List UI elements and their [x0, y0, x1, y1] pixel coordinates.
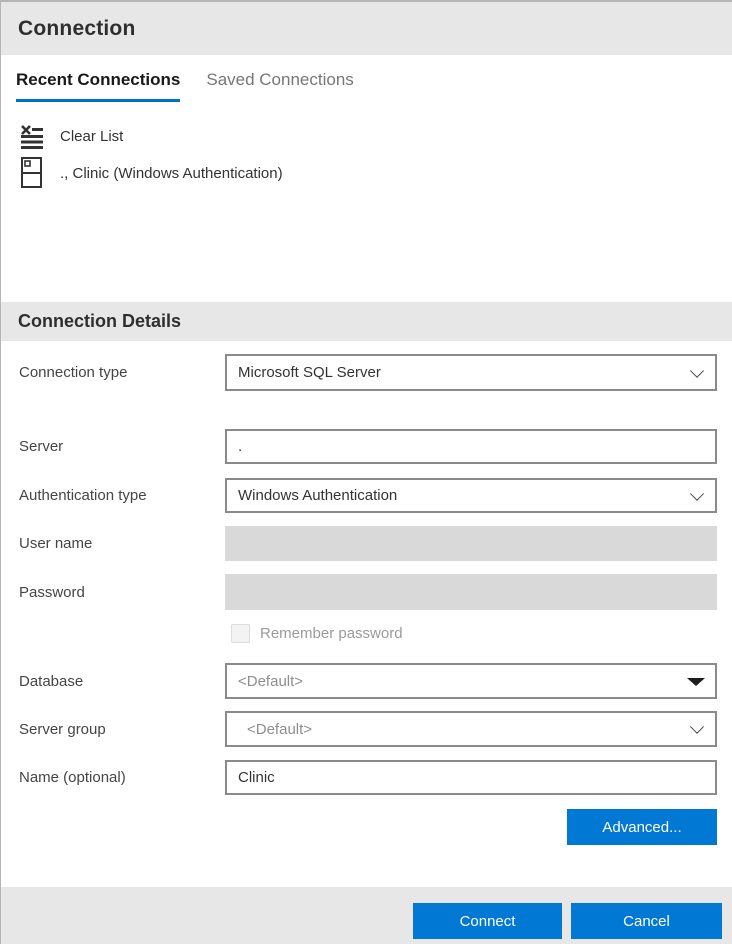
auth-type-value: Windows Authentication: [238, 487, 398, 504]
recent-connection-item[interactable]: [18, 158, 283, 188]
cancel-button[interactable]: Cancel: [571, 903, 722, 939]
chevron-down-icon: [690, 720, 704, 734]
database-label: Database: [19, 672, 84, 690]
row-server: [19, 429, 717, 464]
advanced-button[interactable]: Advanced...: [567, 809, 717, 845]
dialog-footer: [0, 887, 732, 944]
auth-type-dropdown[interactable]: [225, 478, 717, 513]
connection-type-label: Connection type: [19, 364, 128, 381]
row-auth-type: [19, 478, 717, 513]
row-database: [19, 663, 717, 699]
connection-details-band: [1, 302, 732, 341]
clear-list-button[interactable]: [18, 121, 123, 151]
remember-password-checkbox: [231, 624, 250, 643]
remember-password-label: Remember password: [260, 625, 403, 642]
name-optional-input[interactable]: [225, 760, 717, 795]
user-name-label: User name: [19, 535, 93, 552]
clear-list-label: Clear List: [60, 127, 124, 145]
password-input: [225, 574, 717, 610]
dropdown-caret-icon: [687, 678, 705, 686]
row-server-group: [19, 711, 717, 747]
remember-password-row: [231, 624, 403, 643]
chevron-down-icon: [690, 363, 704, 377]
row-user-name: [19, 526, 717, 561]
server-group-label: Server group: [19, 720, 106, 738]
auth-type-label: Authentication type: [19, 487, 147, 504]
row-name-optional: [19, 760, 717, 795]
row-password: [19, 574, 717, 610]
server-label: Server: [19, 438, 64, 455]
connection-details-title: Connection Details: [18, 311, 182, 331]
database-dropdown[interactable]: [225, 663, 717, 699]
connection-tabs: [16, 70, 354, 102]
server-group-dropdown[interactable]: [225, 711, 717, 747]
server-input[interactable]: [225, 429, 717, 464]
dialog-titlebar: [1, 2, 732, 55]
recent-connection-label: ., Clinic (Windows Authentication): [60, 164, 283, 182]
chevron-down-icon: [690, 486, 704, 500]
row-connection-type: [19, 354, 717, 391]
tab-recent-connections[interactable]: Recent Connections: [16, 70, 180, 102]
name-optional-label: Name (optional): [19, 769, 126, 786]
server-icon: [18, 158, 45, 188]
connect-button[interactable]: Connect: [413, 903, 562, 939]
clear-list-icon: [18, 121, 45, 151]
connection-type-value: Microsoft SQL Server: [238, 364, 381, 381]
password-label: Password: [19, 583, 85, 601]
tab-saved-connections[interactable]: Saved Connections: [206, 70, 354, 89]
server-group-value: <Default>: [247, 720, 313, 738]
dialog-title: Connection: [18, 16, 136, 40]
user-name-input: [225, 526, 717, 561]
database-value: <Default>: [238, 672, 304, 690]
connection-type-dropdown[interactable]: [225, 354, 717, 391]
